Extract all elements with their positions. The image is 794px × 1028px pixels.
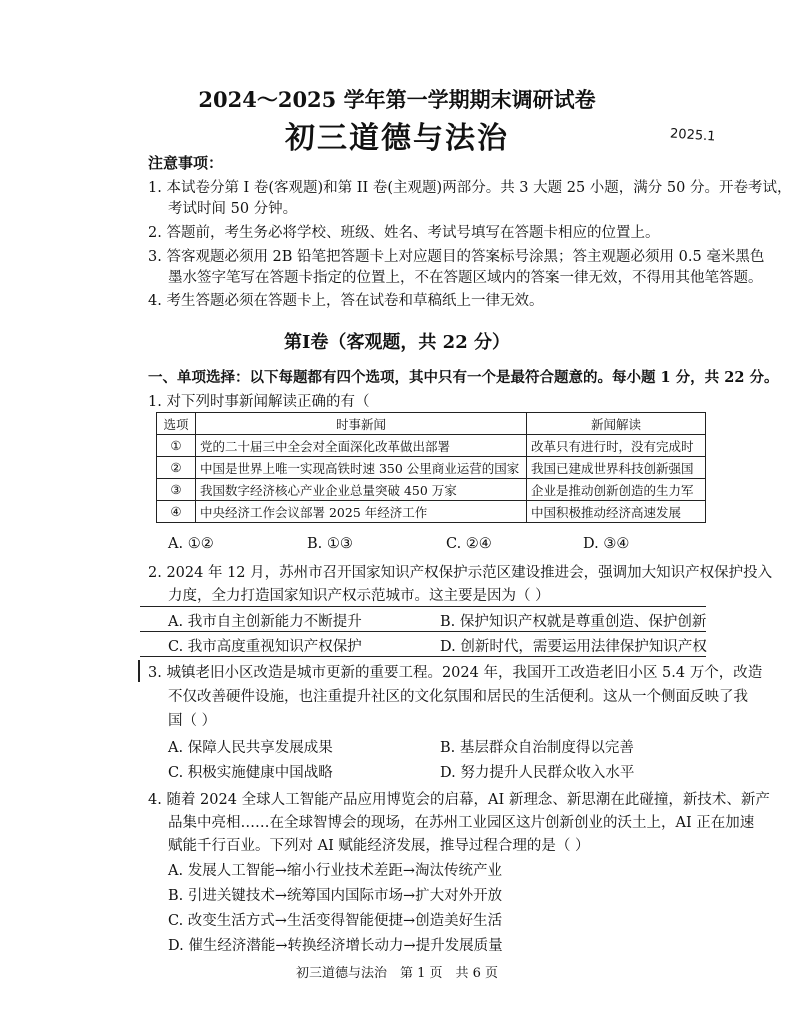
q4-stem-line1: 4. 随着 2024 全球人工智能产品应用博览会的启幕，AI 新理念、新思潮在此碰撞，新技术、新产 [148, 792, 770, 808]
table-row [157, 501, 706, 523]
q3-option-b: B. 基层群众自治制度得以完善 [440, 740, 634, 756]
q2-option-d: D. 创新时代，需要运用法律保护知识产权 [440, 639, 707, 655]
notice-item-1-line1: 1. 本试卷分第 I 卷(客观题)和第 II 卷(主观题)两部分。共 3 大题 25 小题，满分 50 分。开卷考试， [148, 180, 792, 196]
q2-options-mid-rule [140, 631, 706, 632]
q2-options-bottom-rule [140, 656, 706, 657]
row-number: ③ [157, 479, 196, 501]
q3-stem-line3: 国（ ） [168, 713, 217, 729]
row-interpretation: 中国积极推动经济高速发展 [527, 501, 706, 523]
row-number: ② [157, 457, 196, 479]
q1-option-b: B. ①③ [307, 536, 353, 552]
table-row [157, 479, 706, 501]
q1-news-table [156, 412, 706, 523]
page-footer: 初三道德与法治 第 1 页 共 6 页 [295, 966, 499, 981]
q1-option-c: C. ②④ [446, 536, 492, 552]
q4-option-b: B. 引进关键技术→统筹国内国际市场→扩大对外开放 [168, 888, 503, 904]
q2-option-c: C. 我市高度重视知识产权保护 [168, 639, 362, 655]
row-number: ① [157, 435, 196, 457]
table-header-option: 选项 [157, 413, 196, 435]
q3-stem-line2: 不仅改善硬件设施，也注重提升社区的文化氛围和居民的生活便利。这从一个侧面反映了我 [168, 689, 748, 705]
row-interpretation: 我国已建成世界科技创新强国 [527, 457, 706, 479]
q4-stem-line3: 赋能千行百业。下列对 AI 赋能经济发展，推导过程合理的是（ ） [168, 838, 590, 854]
exam-date: 2025.1 [669, 126, 716, 145]
q2-stem-line1: 2. 2024 年 12 月，苏州市召开国家知识产权保护示范区建设推进会，强调加大知识产权保护投入 [148, 565, 773, 581]
section-instruction: 一、单项选择：以下每题都有四个选项，其中只有一个是最符合题意的。每小题 1 分，共 22 分。 [148, 369, 779, 386]
q2-option-a: A. 我市自主创新能力不断提升 [168, 614, 362, 630]
table-row [157, 457, 706, 479]
margin-mark [138, 660, 140, 682]
q1-option-d: D. ③④ [583, 536, 630, 552]
q3-option-a: A. 保障人民共享发展成果 [168, 740, 333, 756]
notice-item-3-line2: 墨水签字笔写在答题卡指定的位置上，不在答题区域内的答案一律无效，不得用其他笔答题。 [168, 270, 763, 286]
q2-options-top-rule [140, 606, 706, 607]
q4-option-d: D. 催生经济潜能→转换经济增长动力→提升发展质量 [168, 938, 503, 954]
q4-stem-line2: 品集中亮相……在全球智博会的现场，在苏州工业园区这片创新创业的沃土上，AI 正在加速 [168, 815, 755, 831]
table-header-news: 时事新闻 [196, 413, 527, 435]
notice-item-1-line2: 考试时间 50 分钟。 [168, 201, 298, 217]
row-news: 中央经济工作会议部署 2025 年经济工作 [196, 501, 527, 523]
row-news: 中国是世界上唯一实现高铁时速 350 公里商业运营的国家 [196, 457, 527, 479]
q4-option-a: A. 发展人工智能→缩小行业技术差距→淘汰传统产业 [168, 863, 502, 879]
exam-title-subject: 初三道德与法治 [285, 121, 509, 156]
q3-stem-line1: 3. 城镇老旧小区改造是城市更新的重要工程。2024 年，我国开工改造老旧小区 5.4 万个，改造 [148, 665, 763, 681]
q1-option-a: A. ①② [168, 536, 214, 552]
row-interpretation: 改革只有进行时，没有完成时 [527, 435, 706, 457]
section-title: 第Ⅰ卷（客观题，共 22 分） [283, 332, 510, 353]
q1-stem: 1. 对下列时事新闻解读正确的有（ [148, 394, 370, 410]
table-header-interpretation: 新闻解读 [527, 413, 706, 435]
q2-option-b: B. 保护知识产权就是尊重创造、保护创新 [440, 614, 707, 630]
q2-stem-line2: 力度，全力打造国家知识产权示范城市。这主要是因为（ ） [168, 588, 550, 604]
table-row [157, 435, 706, 457]
notice-item-3-line1: 3. 答客观题必须用 2B 铅笔把答题卡上对应题目的答案标号涂黑；答主观题必须用 0.5 毫米黑色 [148, 249, 765, 265]
notice-item-2: 2. 答题前，考生务必将学校、班级、姓名、考试号填写在答题卡相应的位置上。 [148, 225, 660, 241]
exam-title-line1: 2024～2025 学年第一学期期末调研试卷 [198, 87, 596, 112]
q4-option-c: C. 改变生活方式→生活变得智能便捷→创造美好生活 [168, 913, 503, 929]
row-interpretation: 企业是推动创新创造的生力军 [527, 479, 706, 501]
q3-option-d: D. 努力提升人民群众收入水平 [440, 765, 635, 781]
row-news: 我国数字经济核心产业企业总量突破 450 万家 [196, 479, 527, 501]
row-news: 党的二十届三中全会对全面深化改革做出部署 [196, 435, 527, 457]
row-number: ④ [157, 501, 196, 523]
notice-heading: 注意事项： [148, 154, 224, 172]
notice-item-4: 4. 考生答题必须在答题卡上，答在试卷和草稿纸上一律无效。 [148, 293, 544, 309]
q3-option-c: C. 积极实施健康中国战略 [168, 765, 333, 781]
table-header-row [157, 413, 706, 435]
